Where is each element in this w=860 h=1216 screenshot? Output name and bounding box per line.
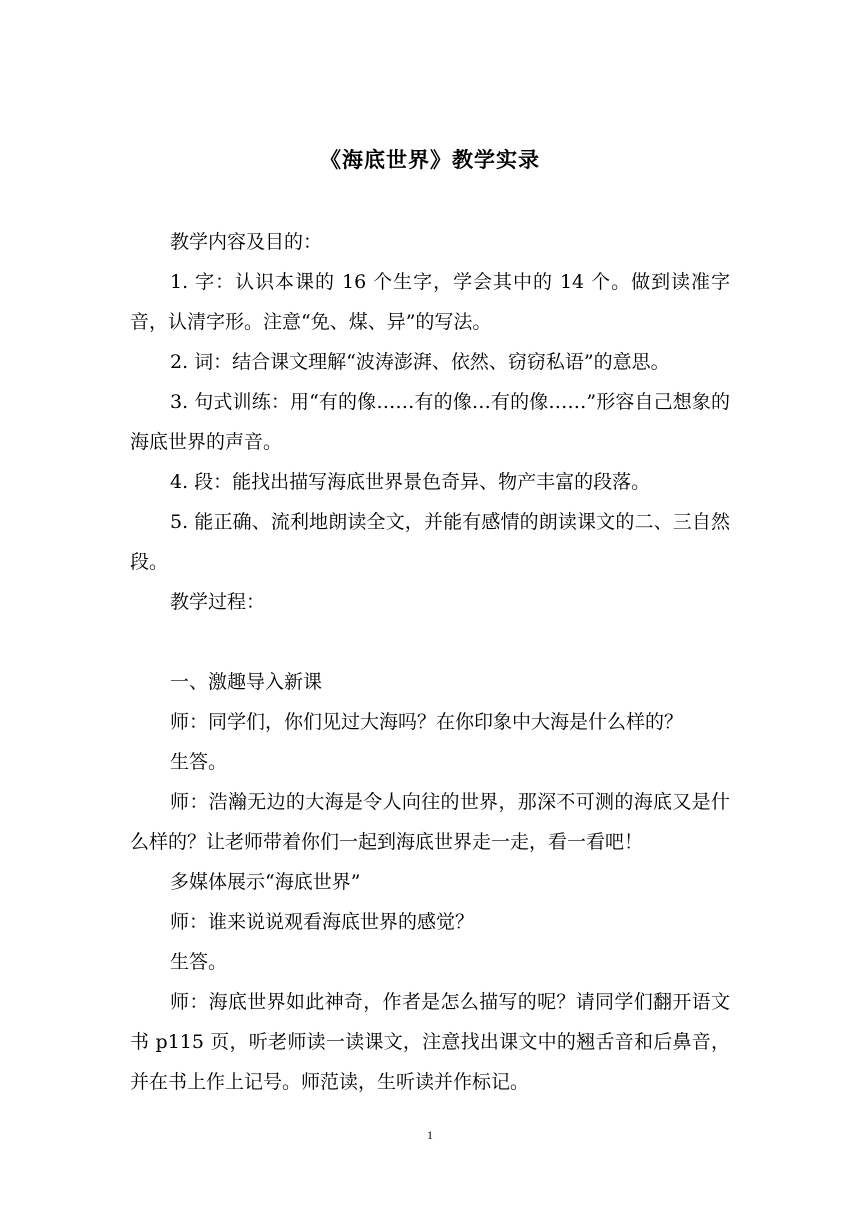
document-title: 《海底世界》教学实录 bbox=[320, 147, 540, 172]
page-number: 1 bbox=[427, 1128, 433, 1142]
paragraph: 生答。 bbox=[170, 951, 228, 973]
paragraph: 教学内容及目的： bbox=[170, 231, 323, 253]
paragraph: 师：同学们，你们见过大海吗？在你印象中大海是什么样的？ bbox=[170, 711, 684, 733]
paragraph: 4. 段：能找出描写海底世界景色奇异、物产丰富的段落。 bbox=[170, 471, 651, 493]
paragraph: 师：海底世界如此神奇，作者是怎么描写的呢？请同学们翻开语文书 p115 页，听老师读一读课文，注意找出课文中的翘舌音和后鼻音，并在书上作上记号。师范读，生听读并作标记。 bbox=[130, 991, 730, 1093]
document-body bbox=[130, 222, 730, 1102]
blank-line bbox=[130, 622, 730, 662]
paragraph: 2. 词：结合课文理解“波涛澎湃、依然、窃窃私语”的意思。 bbox=[170, 351, 670, 373]
paragraph: 多媒体展示“海底世界” bbox=[170, 871, 361, 893]
paragraph: 师：浩瀚无边的大海是令人向往的世界，那深不可测的海底又是什么样的？让老师带着你们一起到海底世界走一走，看一看吧！ bbox=[130, 791, 730, 853]
paragraph: 生答。 bbox=[170, 751, 228, 773]
paragraph: 1. 字：认识本课的 16 个生字，学会其中的 14 个。做到读准字音，认清字形。注意“免、煤、异”的写法。 bbox=[130, 271, 730, 333]
section-heading: 一、激趣导入新课 bbox=[170, 671, 323, 693]
paragraph: 3. 句式训练：用“有的像……有的像…有的像……”形容自己想象的海底世界的声音。 bbox=[130, 391, 730, 453]
paragraph: 5. 能正确、流利地朗读全文，并能有感情的朗读课文的二、三自然段。 bbox=[130, 511, 730, 573]
paragraph: 教学过程： bbox=[170, 591, 266, 613]
paragraph: 师：谁来说说观看海底世界的感觉？ bbox=[170, 911, 475, 933]
